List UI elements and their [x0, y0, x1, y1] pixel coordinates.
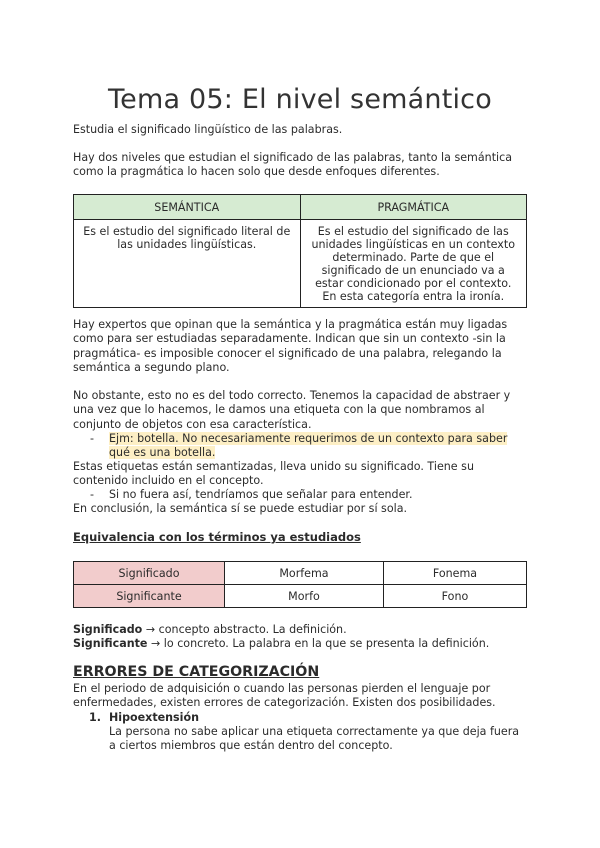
intro-paragraph: Estudia el significado lingüístico de las palabras.	[73, 123, 343, 136]
errors-intro-paragraph: En el periodo de adquisición o cuando las personas pierden el lenguaje por enfermedades, existen errores de categorización. Existen dos posibilidades.	[73, 682, 496, 710]
table-cell: Morfema	[225, 562, 384, 585]
definition-text: → lo concreto. La palabra en la que se presenta la definición.	[147, 637, 490, 650]
table-cell: Fonema	[383, 562, 526, 585]
table-cell: Fono	[383, 585, 526, 608]
table-cell: Morfo	[225, 585, 384, 608]
definition-significante	[73, 637, 533, 651]
list-number: 1.	[89, 711, 101, 724]
bullet-marker: -	[90, 488, 95, 501]
highlighted-example: Ejm: botella. No necesariamente requerimos de un contexto para saber qué es una botella.	[109, 432, 508, 460]
labels-paragraph: Estas etiquetas están semantizadas, lleva unido su significado. Tiene su contenido incluido en el concepto.	[73, 460, 474, 488]
semantics-pragmatics-table	[73, 194, 527, 308]
list-item-text: La persona no sabe aplicar una etiqueta correctamente ya que deja fuera a ciertos miembros que están dentro del concepto.	[109, 725, 520, 753]
table-header-pragmatica: PRAGMÁTICA	[300, 195, 527, 220]
bullet-marker: -	[90, 432, 95, 445]
list-item-title: Hipoextensión	[109, 711, 199, 724]
abstraction-paragraph: No obstante, esto no es del todo correcto. Tenemos la capacidad de abstraer y una vez que lo hacemos, le damos una etiqueta con la que nombramos al conjunto de objetos con esa característica.	[73, 389, 511, 431]
table-cell-semantica: Es el estudio del significado literal de las unidades lingüísticas.	[74, 220, 301, 308]
table-cell-pragmatica: Es el estudio del significado de las unidades lingüísticas en un contexto determinado. Parte de que el significado de un enunciado va a estar condicionado por el contexto. En esta categoría entra la ironía.	[300, 220, 527, 308]
table-cell: Significado	[74, 562, 225, 585]
definition-term: Significado	[73, 623, 143, 636]
experts-paragraph: Hay expertos que opinan que la semántica y la pragmática están muy ligadas como para ser estudiadas separadamente. Indican que sin un contexto -sin la pragmática- es imposible conocer el significado de una palabra, relegando la semántica a segundo plano.	[73, 318, 508, 374]
table-cell: Significante	[74, 585, 225, 608]
table-header-semantica: SEMÁNTICA	[74, 195, 301, 220]
errors-heading: ERRORES DE CATEGORIZACIÓN	[73, 664, 320, 680]
bullet-example	[109, 432, 529, 461]
conclusion-paragraph: En conclusión, la semántica sí se puede estudiar por sí sola.	[73, 502, 408, 515]
levels-paragraph: Hay dos niveles que estudian el significado de las palabras, tanto la semántica como la pragmática lo hacen solo que desde enfoques diferentes.	[73, 151, 513, 179]
definition-term: Significante	[73, 637, 148, 650]
definition-text: → concepto abstracto. La definición.	[142, 623, 347, 636]
bullet-pointing: Si no fuera así, tendríamos que señalar para entender.	[109, 488, 413, 501]
equivalence-table	[73, 561, 527, 608]
equivalence-heading: Equivalencia con los términos ya estudiados	[73, 530, 361, 544]
definition-significado	[73, 623, 533, 637]
page-title: Tema 05: El nivel semántico	[108, 84, 492, 116]
